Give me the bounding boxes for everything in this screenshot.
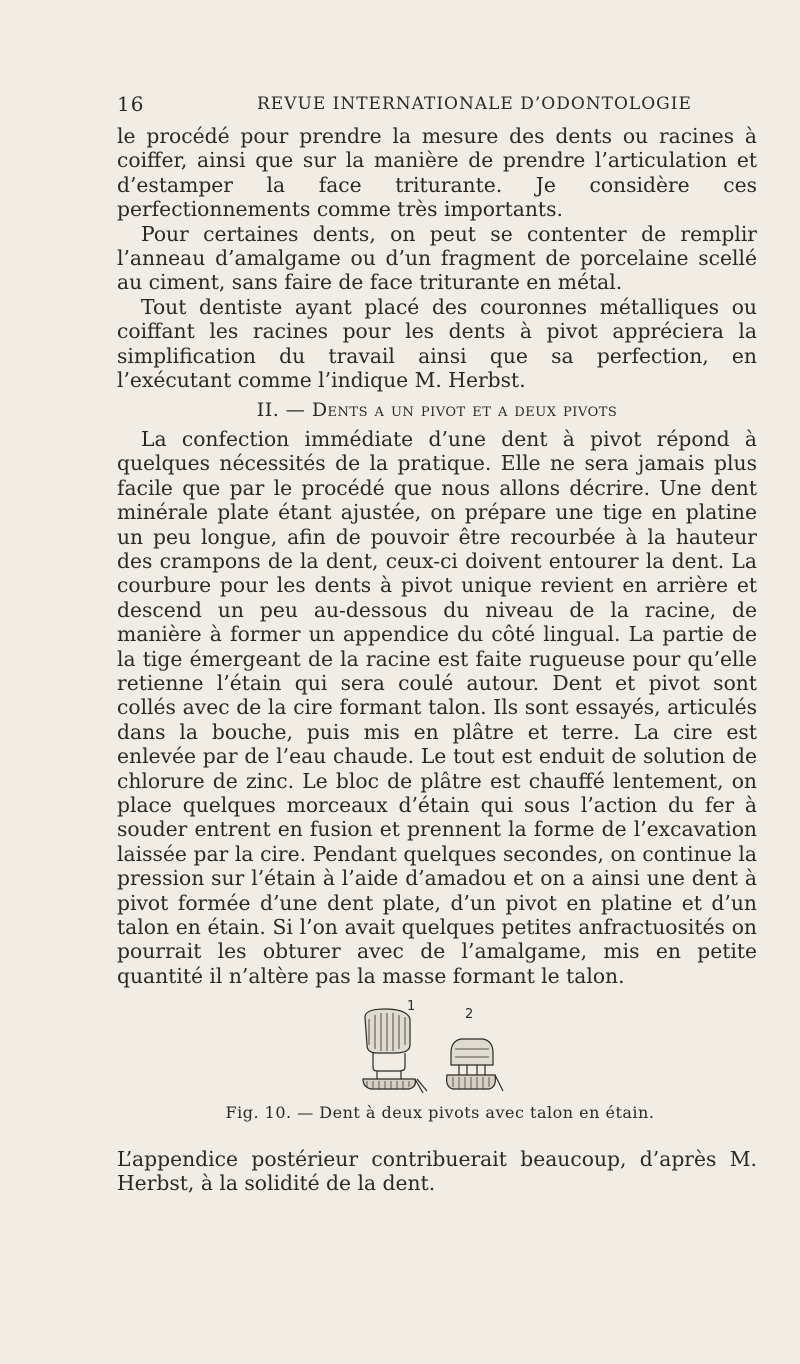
dental-pivot-drawing	[355, 1005, 505, 1095]
figure-label-2: 2	[465, 1007, 474, 1022]
article-body	[117, 124, 757, 988]
figure-10-illustration	[355, 999, 505, 1095]
figure-label-1: 1	[407, 999, 416, 1014]
paragraph-2: Pour certaines dents, on peut se contenter de remplir l’anneau d’amalgame ou d’un fragment de porcelaine scellé au ciment, sans faire de face triturante en métal.	[117, 221, 757, 295]
figure-caption: Fig. 10. — Dent à deux pivots avec talon en étain.	[225, 1103, 655, 1122]
paragraph-3: Tout dentiste ayant placé des couronnes métalliques ou coiffant les racines pour les dents à pivot appréciera la simplification du travail ainsi que sa perfection, en l’exécutant comme l’indique M. Herbst.	[117, 294, 757, 393]
page-number: 16	[117, 92, 145, 116]
section-title: II. — Dents a un pivot et a deux pivots	[256, 399, 618, 422]
journal-title: REVUE INTERNATIONALE D’ODONTOLOGIE	[257, 94, 692, 114]
paragraph-4: La confection immédiate d’une dent à pivot répond à quelques nécessités de la pratique. Elle ne sera jamais plus facile que par le procédé que nous allons décrire. Une dent minérale plate étant ajustée, on prépare une tige en platine un peu longue, afin de pouvoir être recourbée à la hauteur des crampons de la dent, ceux-ci doivent entourer la dent. La courbure pour les dents à pivot unique revient en arrière et descend un peu au-dessous du niveau de la racine, de manière à former un appendice du côté lingual. La partie de la tige émergeant de la racine est faite rugueuse pour qu’elle retienne l’étain qui sera coulé autour. Dent et pivot sont collés avec de la cire formant talon. Ils sont essayés, articulés dans la bouche, puis mis en plâtre et terre. La cire est enlevée par de l’eau chaude. Le tout est enduit de solution de chlorure de zinc. Le bloc de plâtre est chauffé lentement, on place quelques morceaux d’étain qui sous l’action du fer à souder entrent en fusion et prennent la forme de l’excavation laissée par la cire. Pendant quelques secondes, on continue la pression sur l’étain à l’aide d’amadou et on a ainsi une dent à pivot formée d’une dent plate, d’un pivot en platine et d’un talon en étain. Si l’on avait quelques petites anfractuosités on pourrait les obturer avec de l’amalgame, mis en petite quantité il n’altère pas la masse formant le talon.	[117, 426, 757, 988]
paragraph-1: le procédé pour prendre la mesure des dents ou racines à coiffer, ainsi que sur la manière de prendre l’articulation et d’estamper la face triturante. Je considère ces perfectionnements comme très importants.	[117, 124, 757, 222]
running-header	[117, 92, 757, 118]
article-continuation	[117, 1147, 757, 1196]
paragraph-5: L’appendice postérieur contribuerait beaucoup, d’après M. Herbst, à la solidité de la dent.	[117, 1147, 757, 1196]
